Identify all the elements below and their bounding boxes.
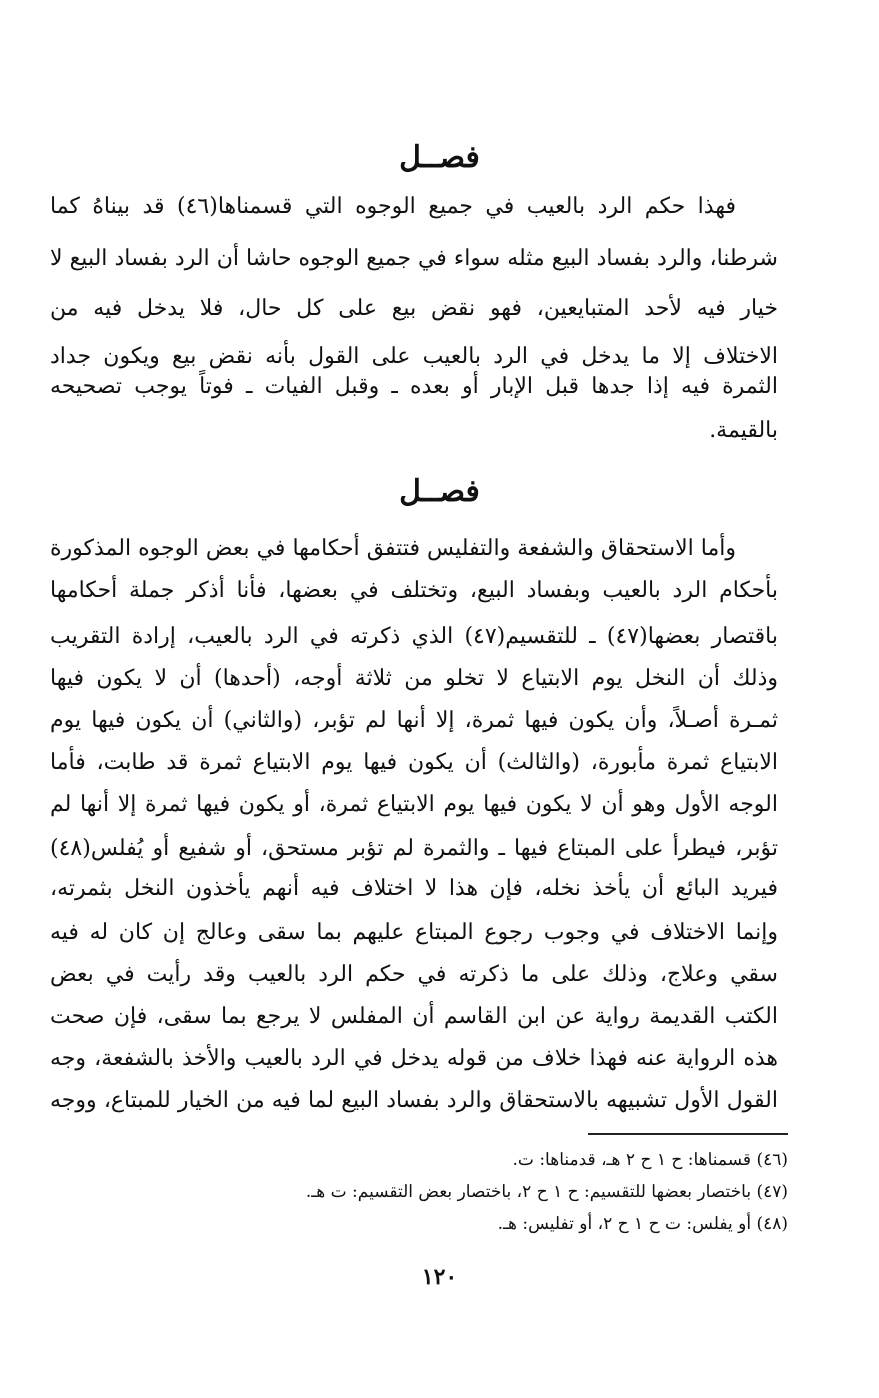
text-line: القول الأول تشبيهه بالاستحقاق والرد بفساد البيع لما فيه من الخيار للمبتاع، ووجه (50, 1088, 778, 1113)
text-line: هذه الرواية عنه فهذا خلاف من قوله يدخل في الرد بالعيب والأخذ بالشفعة، وجه (50, 1046, 778, 1071)
footnote: (٤٦) قسمناها: ح ١ ح ٢ هـ، قدمناها: ت. (512, 1150, 788, 1170)
text-line: سقي وعلاج، وذلك على ما ذكرته في حكم الرد بالعيب وقد رأيت في بعض (50, 962, 778, 987)
footnote-divider (588, 1133, 788, 1135)
text-line: الابتياع ثمرة مأبورة، (والثالث) أن يكون فيها يوم الابتياع ثمرة قد طابت، فأما (50, 750, 778, 775)
text-line: الكتب القديمة رواية عن ابن القاسم أن المفلس لا يرجع بما سقى، فإن صحت (50, 1004, 778, 1029)
text-line: وأما الاستحقاق والشفعة والتفليس فتتفق أحكامها في بعض الوجوه المذكورة (50, 536, 736, 561)
text-line: وإنما الاختلاف في وجوب رجوع المبتاع عليهم بما سقى وعالج إن كان له فيه (50, 920, 778, 945)
text-line: فيريد البائع أن يأخذ نخله، فإن هذا لا اختلاف فيه أنهم يأخذون النخل بثمرته، (50, 876, 778, 901)
text-line: باقتصار بعضها(٤٧) ـ للتقسيم(٤٧) الذي ذكرته في الرد بالعيب، إرادة التقريب (50, 624, 778, 649)
text-line: بأحكام الرد بالعيب وبفساد البيع، وتختلف في بعضها، فأنا أذكر جملة أحكامها (50, 578, 778, 603)
text-line: الثمرة فيه إذا جدها قبل الإبار أو بعده ـ وقبل الفيات ـ فوتاً يوجب تصحيحه (50, 374, 778, 399)
footnote: (٤٨) أو يفلس: ت ح ١ ح ٢، أو تفليس: هـ. (497, 1214, 788, 1234)
text-line: خيار فيه لأحد المتبايعين، فهو نقض بيع على كل حال، فلا يدخل فيه من (50, 296, 778, 321)
page-number: ١٢٠ (421, 1264, 458, 1290)
text-line: فهذا حكم الرد بالعيب في جميع الوجوه التي قسمناها(٤٦) قد بيناهُ كما (50, 194, 736, 219)
text-line: الوجه الأول وهو أن لا يكون فيها يوم الابتياع ثمرة، أو يكون فيها ثمرة إلا أنها لم (50, 792, 778, 817)
text-line: بالقيمة. (709, 418, 778, 443)
text-line: ثمـرة أصـلاً، وأن يكون فيها ثمرة، إلا أنها لم تؤبر، (والثاني) أن يكون فيها يوم (50, 708, 778, 733)
text-line: شرطنا، والرد بفساد البيع مثله سواء في جميع الوجوه حاشا أن الرد بفساد البيع لا (50, 246, 778, 271)
footnote: (٤٧) باختصار بعضها للتقسيم: ح ١ ح ٢، باختصار بعض التقسيم: ت هـ. (305, 1182, 788, 1202)
section-heading: فصــل (399, 474, 480, 509)
text-line: الاختلاف إلا ما يدخل في الرد بالعيب على القول بأنه نقض بيع ويكون جداد (50, 344, 778, 369)
text-line: وذلك أن النخل يوم الابتياع لا تخلو من ثلاثة أوجه، (أحدها) أن لا يكون فيها (50, 666, 778, 691)
section-heading: فصــل (399, 140, 480, 175)
text-line: تؤبر، فيطرأ على المبتاع فيها ـ والثمرة لم تؤبر مستحق، أو شفيع أو يُفلس(٤٨) (50, 836, 778, 861)
